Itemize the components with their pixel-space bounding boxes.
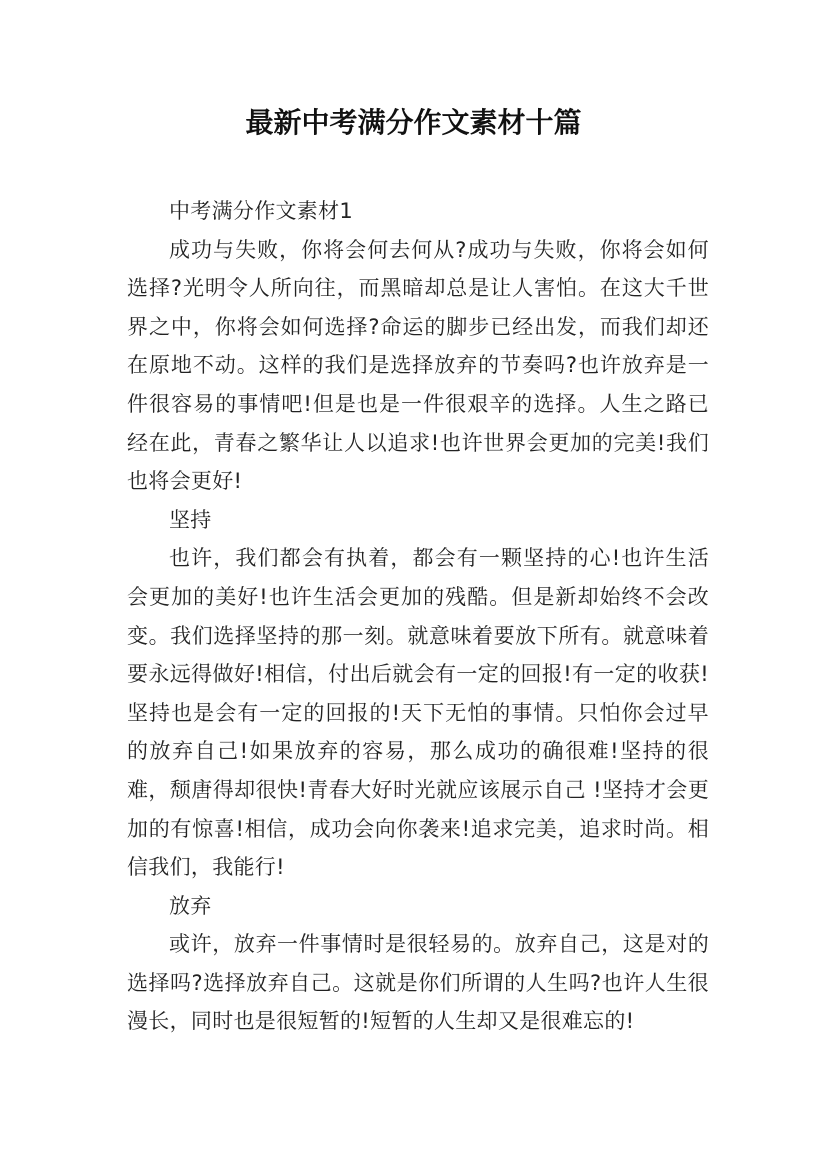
body-paragraph: 也许，我们都会有执着，都会有一颗坚持的心!也许生活会更加的美好!也许生活会更加的残酷。但是新却始终不会改变。我们选择坚持的那一刻。就意味着要放下所有。就意味着要永远得做好!相信，付出后就会有一定的回报!有一定的收获!坚持也是会有一定的回报的!天下无怕的事情。只怕你会过早的放弃自己!如果放弃的容易，那么成功的确很难!坚持的很难，颓唐得却很快!青春大好时光就应该展示自己 !坚持才会更加的有惊喜!相信，成功会向你袭来!追求完美，追求时尚。相信我们，我能行!	[127, 546, 709, 880]
body-paragraph: 或许，放弃一件事情时是很轻易的。放弃自己，这是对的选择吗?选择放弃自己。这就是你们所谓的人生吗?也许人生很漫长，同时也是很短暂的!短暂的人生却又是很难忘的!	[127, 932, 709, 1034]
section-heading: 坚持	[169, 507, 212, 532]
section-heading: 放弃	[169, 893, 212, 918]
document-title: 最新中考满分作文素材十篇	[245, 106, 582, 139]
section-heading: 中考满分作文素材1	[169, 199, 354, 223]
body-paragraph: 成功与失败，你将会何去何从?成功与失败，你将会如何选择?光明令人所向往，而黑暗却总是让人害怕。在这大千世界之中，你将会如何选择?命运的脚步已经出发，而我们却还在原地不动。这样的我们是选择放弃的节奏吗?也许放弃是一件很容易的事情吧!但是也是一件很艰辛的选择。人生之路已经在此，青春之繁华让人以追求!也许世界会更加的完美!我们也将会更好!	[127, 237, 709, 494]
document-body	[127, 192, 709, 1041]
